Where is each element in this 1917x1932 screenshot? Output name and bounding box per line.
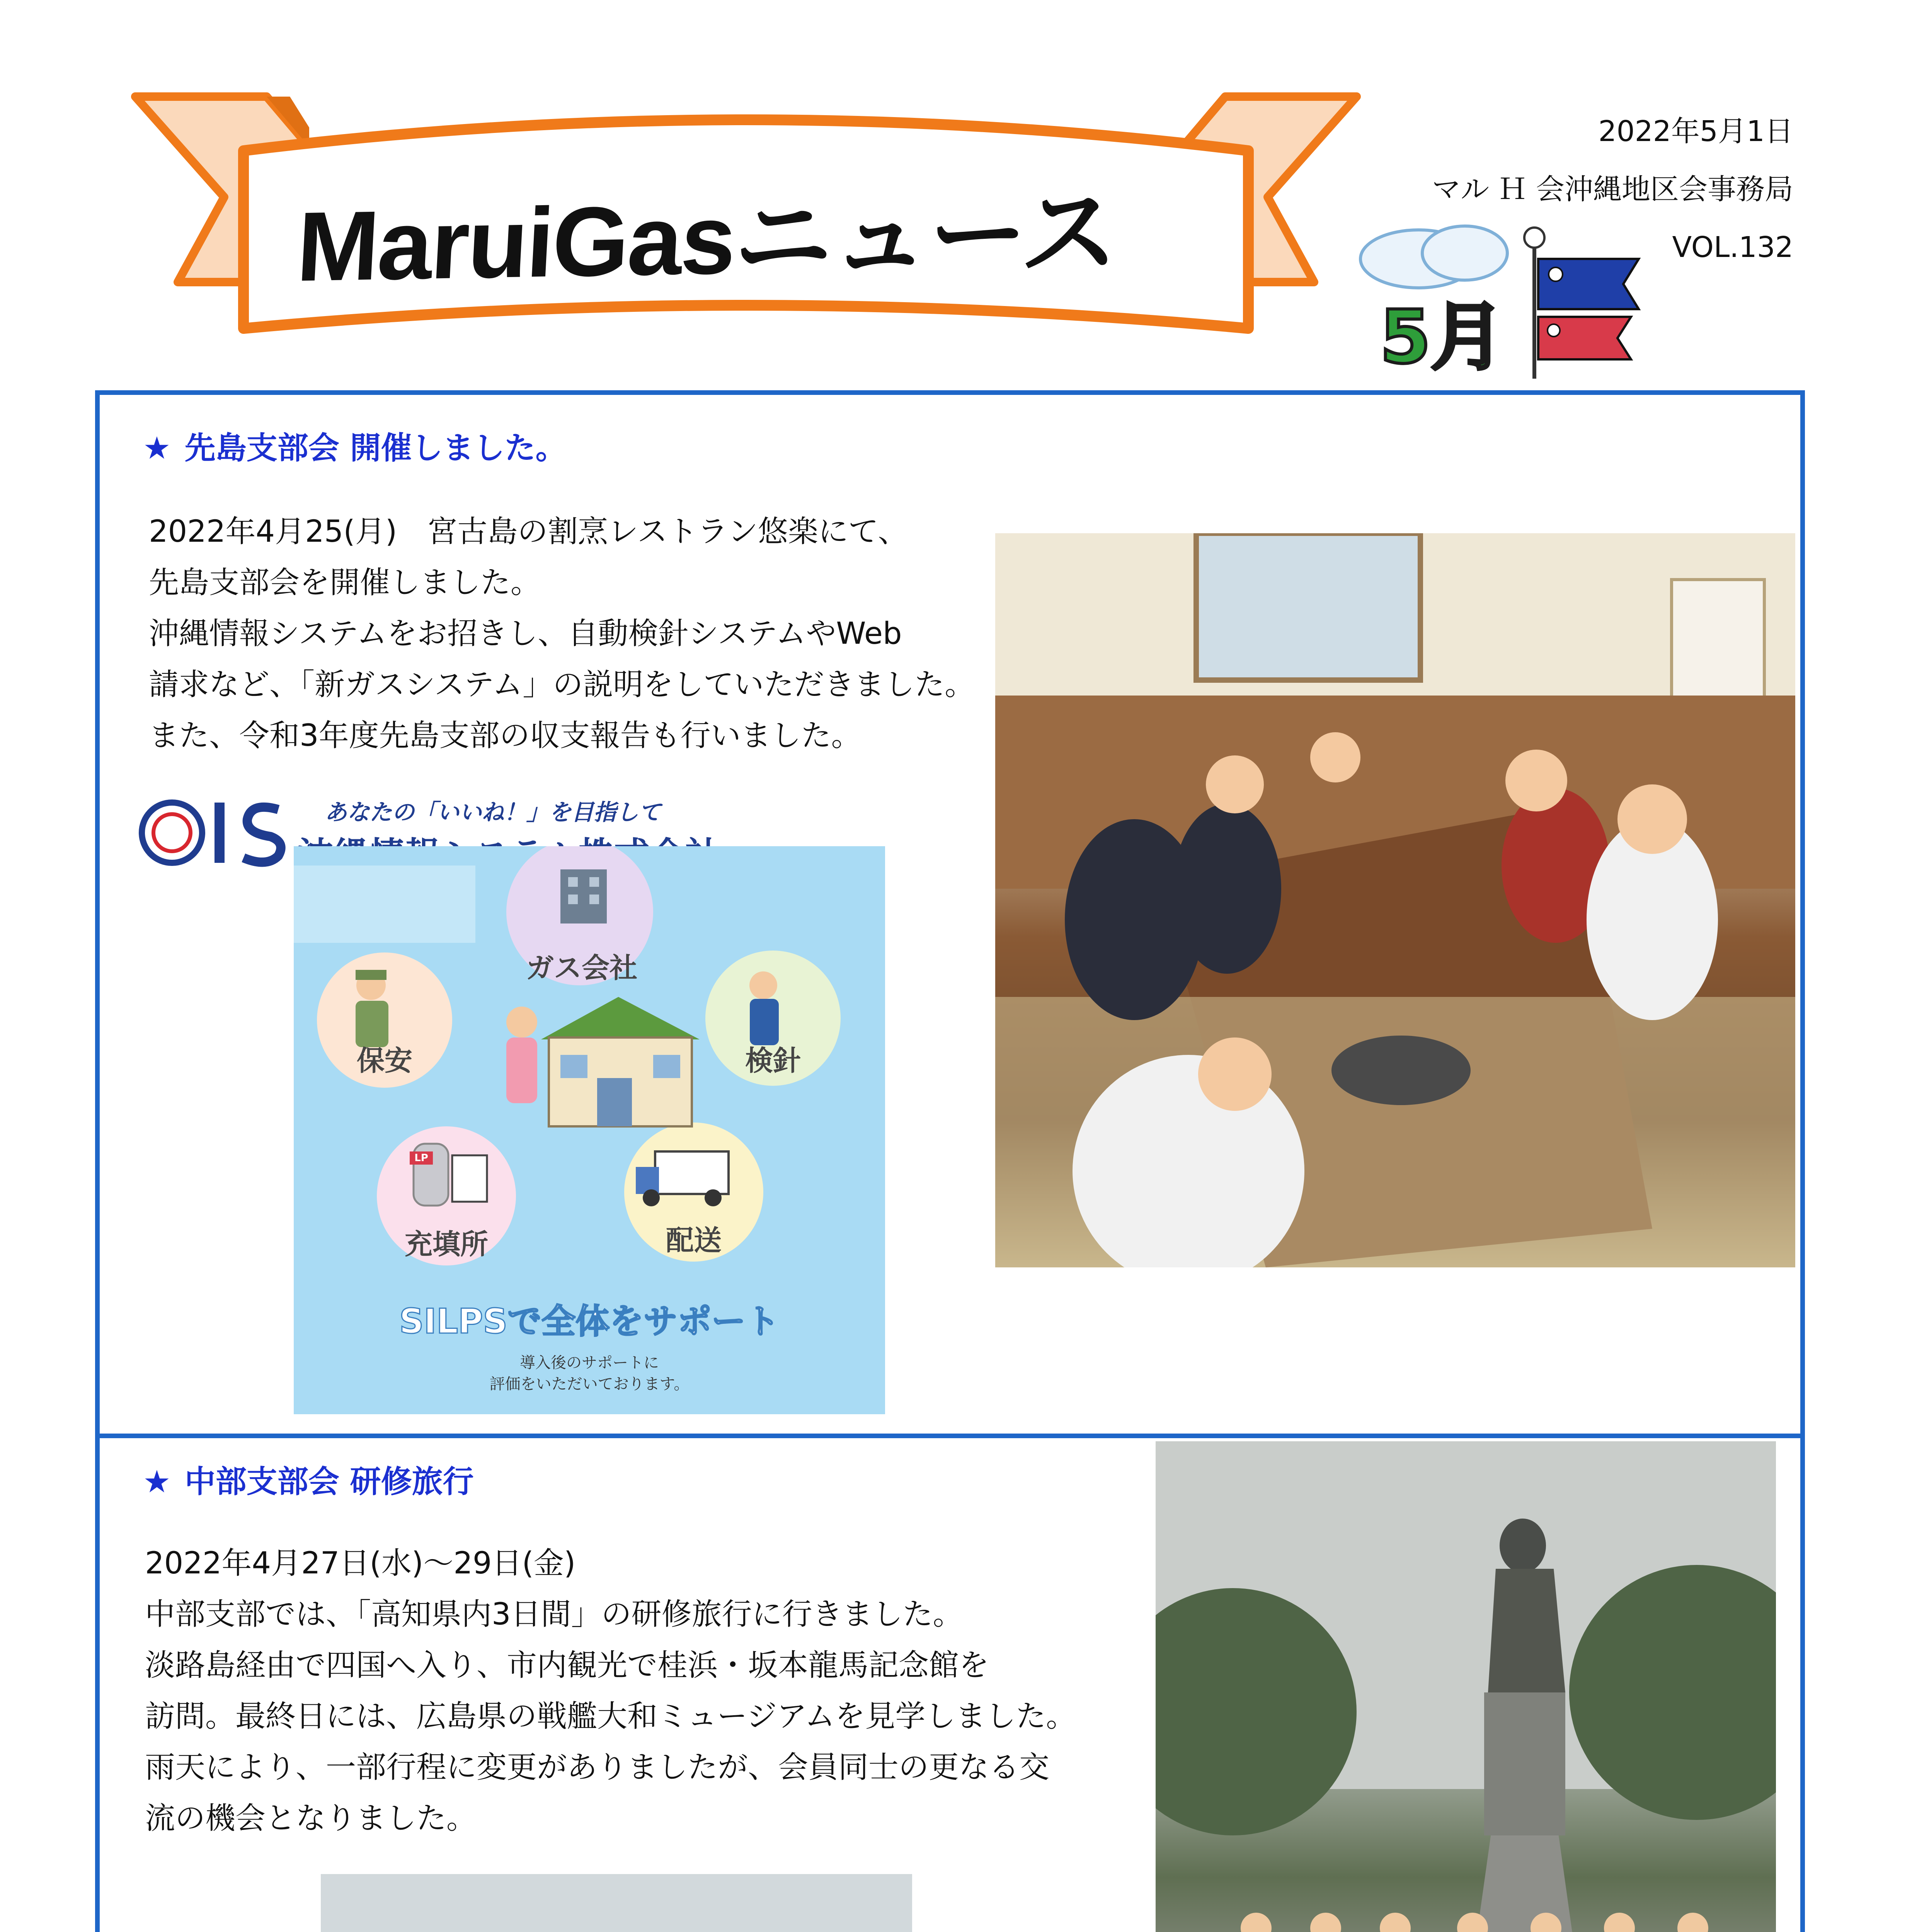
node-label: 充填所 [404,1228,489,1260]
issue-date: 2022年5月1日 [1598,115,1793,148]
carp-streamer-icon [1538,259,1639,359]
meeting-photo [995,533,1795,1267]
node-label-center: ガス会社 [526,952,638,984]
node-label: 検針 [745,1044,801,1077]
support-note: 評価をいただいております。 [489,1375,690,1393]
building-icon [560,869,607,923]
meter-reader-icon [749,971,779,1045]
page-title: MaruiGasニュース [294,177,1121,302]
support-note: 導入後のサポートに [520,1354,659,1372]
security-worker-icon [356,970,388,1047]
node-label: 保安 [356,1044,413,1077]
star-icon: ★ [143,1464,171,1500]
issue-volume: VOL.132 [1672,231,1793,264]
section-divider [95,1434,1805,1438]
roadside-station-photo [321,1874,912,1932]
ois-tagline: あなたの「いいね！」を目指して [325,799,661,825]
section-body: 2022年4月25(月) 宮古島の割烹レストラン悠楽にて、 先島支部会を開催しました。 沖縄情報システムをお招きし、自動検針システムやWeb 請求など、「新ガスシステム」の説明をしていただきました。 また、令和3年度先島支部の収支報告も行いました。 [149,514,975,753]
section-heading: ★ 先島支部会 開催しました。 [143,430,567,466]
ois-service-graphic [294,846,885,1414]
support-banner: SILPSで全体をサポート [399,1301,780,1341]
family-icon [506,1007,537,1103]
statue-group-photo [1156,1441,1776,1932]
section-heading: ★ 中部支部会 研修旅行 [143,1464,474,1500]
lp-label: LP [414,1152,428,1164]
star-icon: ★ [143,430,171,466]
publisher-name: マル Ｈ 会沖縄地区会事務局 [1432,173,1793,206]
node-label: 配送 [666,1224,722,1257]
house-icon [541,997,700,1126]
section-body: 2022年4月27日(水)～29日(金) 中部支部では、「高知県内3日間」の研修旅行に行きました。 淡路島経由で四国へ入り、市内観光で桂浜・坂本龍馬記念館を 訪問。最終日には、広島県の戦艦大和ミュージアムを見学しました。 雨天により、一部行程に変更がありましたが、会員同士の更なる交 流の機会となりました。 [145,1546,1076,1836]
month-label: 5月 [1380,294,1505,380]
ois-logo-icon [135,794,290,871]
